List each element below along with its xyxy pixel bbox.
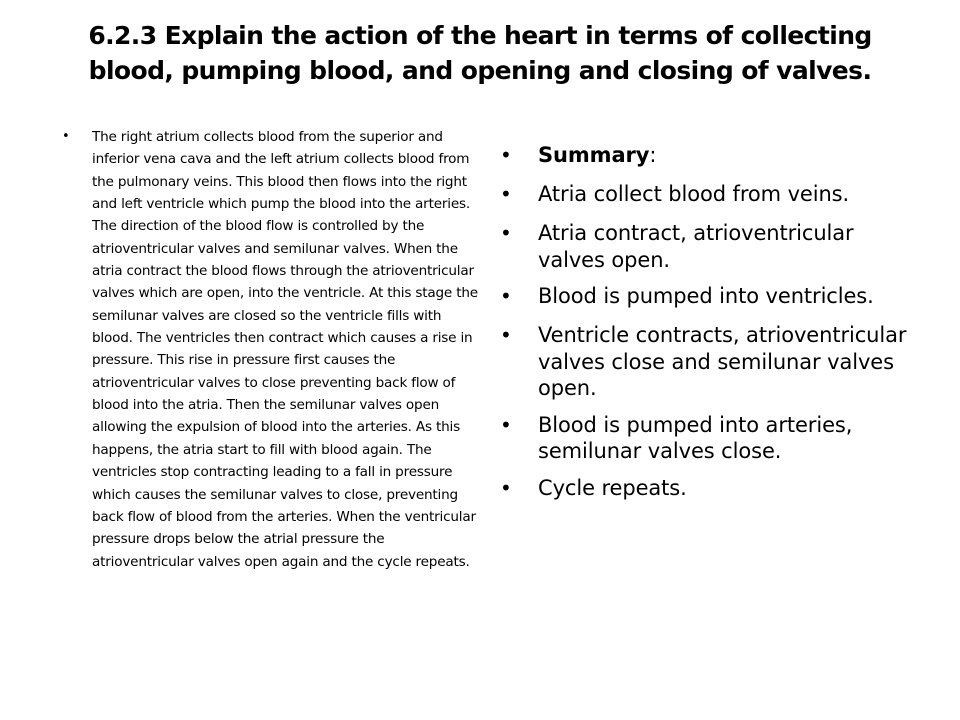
summary-heading-item — [500, 140, 920, 171]
summary-list — [500, 140, 920, 504]
detail-column — [62, 126, 480, 573]
bullet-icon: • — [500, 284, 512, 308]
detail-paragraph: The right atrium collects blood from the superior and inferior vena cava and the left atrium collects blood from the pulmonary veins. This blood then flows into the right and left ventricle which pump the blood into the arteries. The direction of the blood flow is controlled by the atrioventricular valves and semilunar valves. When the atria contract the blood flows through the atrioventricular valves which are open, into the ventricle. At this stage the semilunar valves are closed so the ventricle fills with blood. The ventricles then contract which causes a rise in pressure. This rise in pressure first causes the atrioventricular valves to close preventing back flow of blood into the atria. Then the semilunar valves open allowing the expulsion of blood into the arteries. As this happens, the atria start to fill with blood again. The ventricles stop contracting leading to a fall in pressure which causes the semilunar valves to close, preventing back flow of blood from the arteries. When the ventricular pressure drops below the atrial pressure the atrioventricular valves open again and the cycle repeats. — [92, 129, 478, 570]
summary-heading-colon: : — [649, 143, 657, 167]
summary-item-text: Blood is pumped into arteries, semilunar valves close. — [538, 412, 853, 463]
bullet-icon: • — [500, 182, 512, 206]
summary-item — [500, 281, 920, 312]
summary-item-text: Blood is pumped into ventricles. — [538, 284, 874, 308]
bullet-icon: • — [500, 221, 512, 245]
detail-bullet-item — [62, 126, 480, 573]
summary-item — [500, 218, 920, 273]
summary-item — [500, 473, 920, 504]
summary-item — [500, 320, 920, 402]
slide-title: 6.2.3 Explain the action of the heart in terms of collecting blood, pumping blood, and opening and closing of valves. — [88, 21, 872, 85]
bullet-icon: • — [500, 323, 512, 347]
bullet-icon: • — [500, 475, 512, 500]
summary-item-text: Atria collect blood from veins. — [538, 182, 850, 206]
summary-heading-label: Summary — [538, 143, 650, 167]
bullet-icon: • — [500, 143, 512, 167]
summary-item — [500, 179, 920, 210]
summary-item-text: Ventricle contracts, atrioventricular valves close and semilunar valves open. — [538, 323, 907, 400]
summary-item — [500, 410, 920, 465]
bullet-icon: • — [62, 129, 70, 144]
summary-heading — [538, 140, 920, 169]
bullet-icon: • — [500, 412, 512, 437]
summary-item-text: Atria contract, atrioventricular valves open. — [538, 221, 854, 272]
summary-column — [500, 140, 920, 512]
summary-item-text: Cycle repeats. — [538, 475, 687, 500]
